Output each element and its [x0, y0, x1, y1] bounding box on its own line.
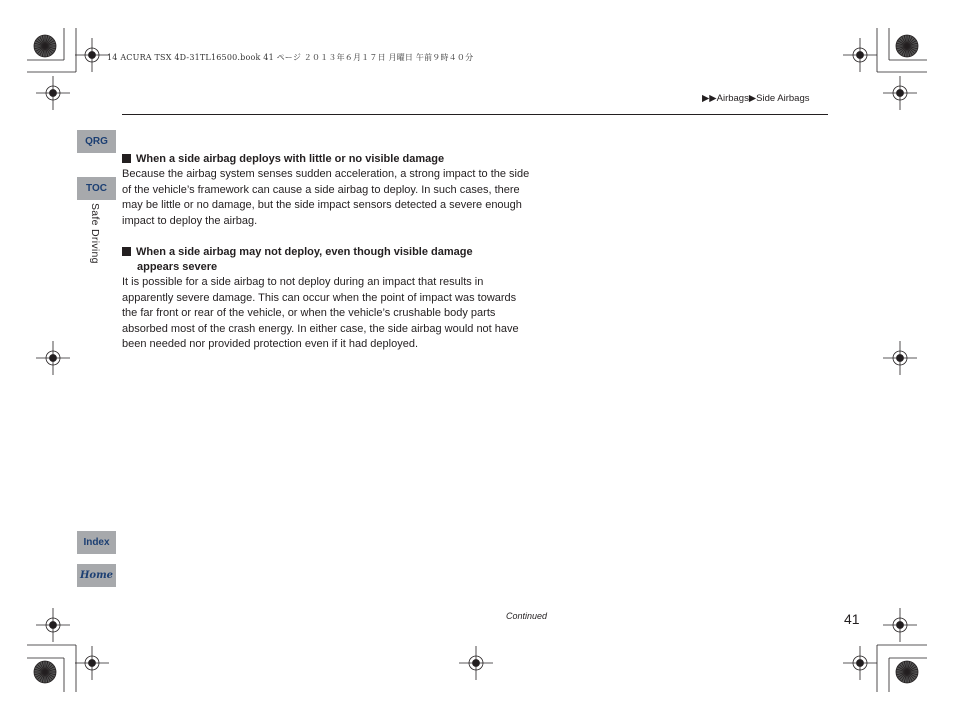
- breadcrumb-separator-icon: ▶: [748, 93, 757, 104]
- heading-side-airbag-may-not-deploy: When a side airbag may not deploy, even though visible damage: [122, 245, 562, 260]
- home-label: Home: [79, 570, 114, 581]
- toc-button[interactable]: TOC: [77, 177, 116, 200]
- text-line: absorbed most of the crash energy. In either case, the side airbag would not have: [122, 322, 519, 335]
- breadcrumb-arrows-icon: ▶▶: [702, 93, 717, 104]
- text-line: apparently severe damage. This can occur when the point of impact was towards: [122, 291, 517, 304]
- heading-continuation: appears severe: [137, 261, 218, 273]
- breadcrumb-link-airbags[interactable]: Airbags: [716, 93, 749, 104]
- square-bullet-icon: [122, 247, 131, 256]
- index-button[interactable]: Index: [77, 531, 116, 554]
- print-file-header: 14 ACURA TSX 4D-31TL16500.book 41 ページ ２０１３年６月１７日 月曜日 午前９時４０分: [107, 53, 474, 62]
- breadcrumb-current: Side Airbags: [756, 93, 810, 104]
- paragraph-may-not-deploy: [122, 275, 562, 353]
- section-label: Safe Driving: [89, 203, 101, 264]
- continued-label: Continued: [506, 611, 548, 621]
- square-bullet-icon: [122, 154, 131, 163]
- header-rule: [122, 114, 828, 115]
- heading-side-airbag-deploys: When a side airbag deploys with little or no visible damage: [122, 152, 562, 167]
- text-line: may be little or no damage, but the side impact sensors detected a severe enough: [122, 199, 522, 211]
- qrg-button[interactable]: QRG: [77, 130, 116, 153]
- main-content: [122, 152, 562, 353]
- text-line: the far front or rear of the vehicle, or when the vehicle’s crushable body parts: [122, 307, 496, 319]
- breadcrumb: [702, 93, 810, 104]
- text-line: impact to deploy the airbag.: [122, 214, 258, 227]
- text-line: It is possible for a side airbag to not deploy during an impact that results in: [122, 276, 484, 288]
- page-number: 41: [844, 611, 860, 627]
- paragraph-deploys: [122, 167, 562, 229]
- home-button[interactable]: [77, 564, 116, 587]
- text-line: been needed nor provided protection even if it had deployed.: [122, 338, 418, 350]
- text-line: Because the airbag system senses sudden acceleration, a strong impact to the side: [122, 168, 530, 180]
- text-line: of the vehicle’s framework can cause a side airbag to deploy. In such cases, there: [122, 183, 520, 196]
